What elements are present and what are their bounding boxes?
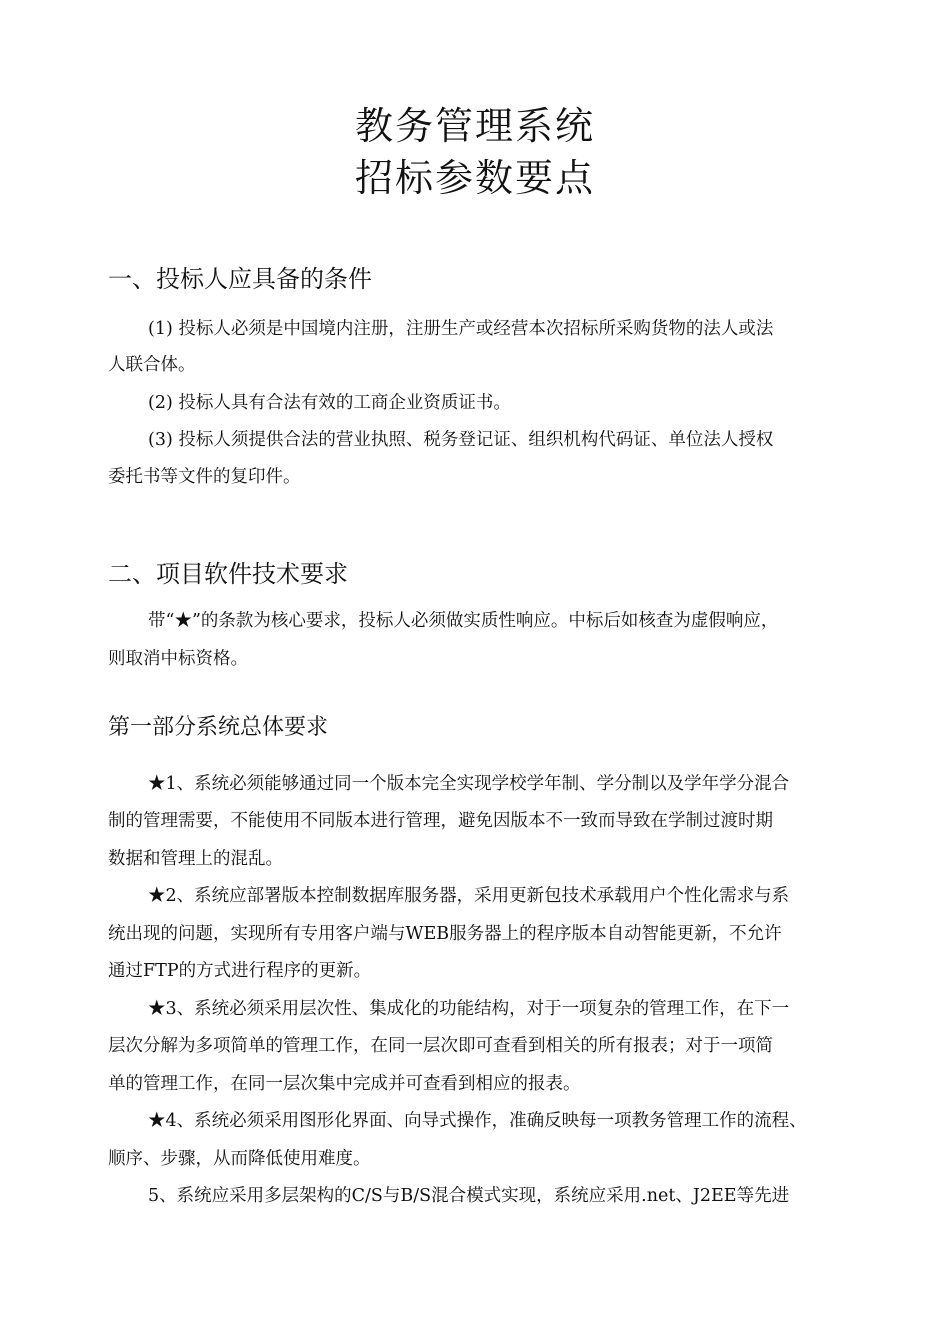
requirement-1-line-2: 制的管理需要，不能使用不同版本进行管理，避免因版本不一致而导致在学制过渡时期 (108, 811, 773, 831)
document-title-line-2: 招标参数要点 (354, 156, 595, 200)
document-title-line-1: 教务管理系统 (354, 104, 595, 148)
qualification-2-line-1: (2) 投标人具有合法有效的工商企业资质证书。 (148, 393, 511, 413)
qualification-1-line-1: (1) 投标人必须是中国境内注册，注册生产或经营本次招标所采购货物的法人或法 (148, 319, 774, 339)
requirement-4-line-2: 顺序、步骤，从而降低使用难度。 (108, 1149, 371, 1169)
qualification-3-line-1: (3) 投标人须提供合法的营业执照、税务登记证、组织机构代码证、单位法人授权 (148, 430, 774, 450)
requirement-2-line-3: 通过FTP的方式进行程序的更新。 (108, 961, 372, 981)
requirements-intro-line-1: 带“★”的条款为核心要求，投标人必须做实质性响应。中标后如核查为虚假响应， (148, 611, 779, 631)
requirement-5-line-1: 5、系统应采用多层架构的C/S与B/S混合模式实现，系统应采用.net、J2EE等先进 (148, 1186, 790, 1206)
requirement-3-line-3: 单的管理工作，在同一层次集中完成并可查看到相应的报表。 (108, 1074, 581, 1094)
requirement-1-line-3: 数据和管理上的混乱。 (108, 849, 283, 869)
qualification-1-line-2: 人联合体。 (108, 355, 196, 375)
section-heading-software-requirements: 二、项目软件技术要求 (108, 560, 348, 588)
section-heading-bidder-qualifications: 一、投标人应具备的条件 (108, 265, 372, 293)
requirement-4-line-1: ★4、系统必须采用图形化界面、向导式操作，准确反映每一项教务管理工作的流程、 (148, 1111, 807, 1131)
requirement-3-line-2: 层次分解为多项简单的管理工作，在同一层次即可查看到相关的所有报表；对于一项简 (108, 1036, 773, 1056)
requirement-3-line-1: ★3、系统必须采用层次性、集成化的功能结构，对于一项复杂的管理工作，在下一 (148, 999, 790, 1019)
requirement-2-line-2: 统出现的问题，实现所有专用客户端与WEB服务器上的程序版本自动智能更新，不允许 (108, 924, 782, 944)
subsection-heading-overall-requirements: 第一部分系统总体要求 (108, 715, 329, 740)
requirement-2-line-1: ★2、系统应部署版本控制数据库服务器，采用更新包技术承载用户个性化需求与系 (148, 886, 790, 906)
requirements-intro-line-2: 则取消中标资格。 (108, 649, 248, 669)
qualification-3-line-2: 委托书等文件的复印件。 (108, 467, 301, 487)
requirement-1-line-1: ★1、系统必须能够通过同一个版本完全实现学校学年制、学分制以及学年学分混合 (148, 774, 790, 794)
